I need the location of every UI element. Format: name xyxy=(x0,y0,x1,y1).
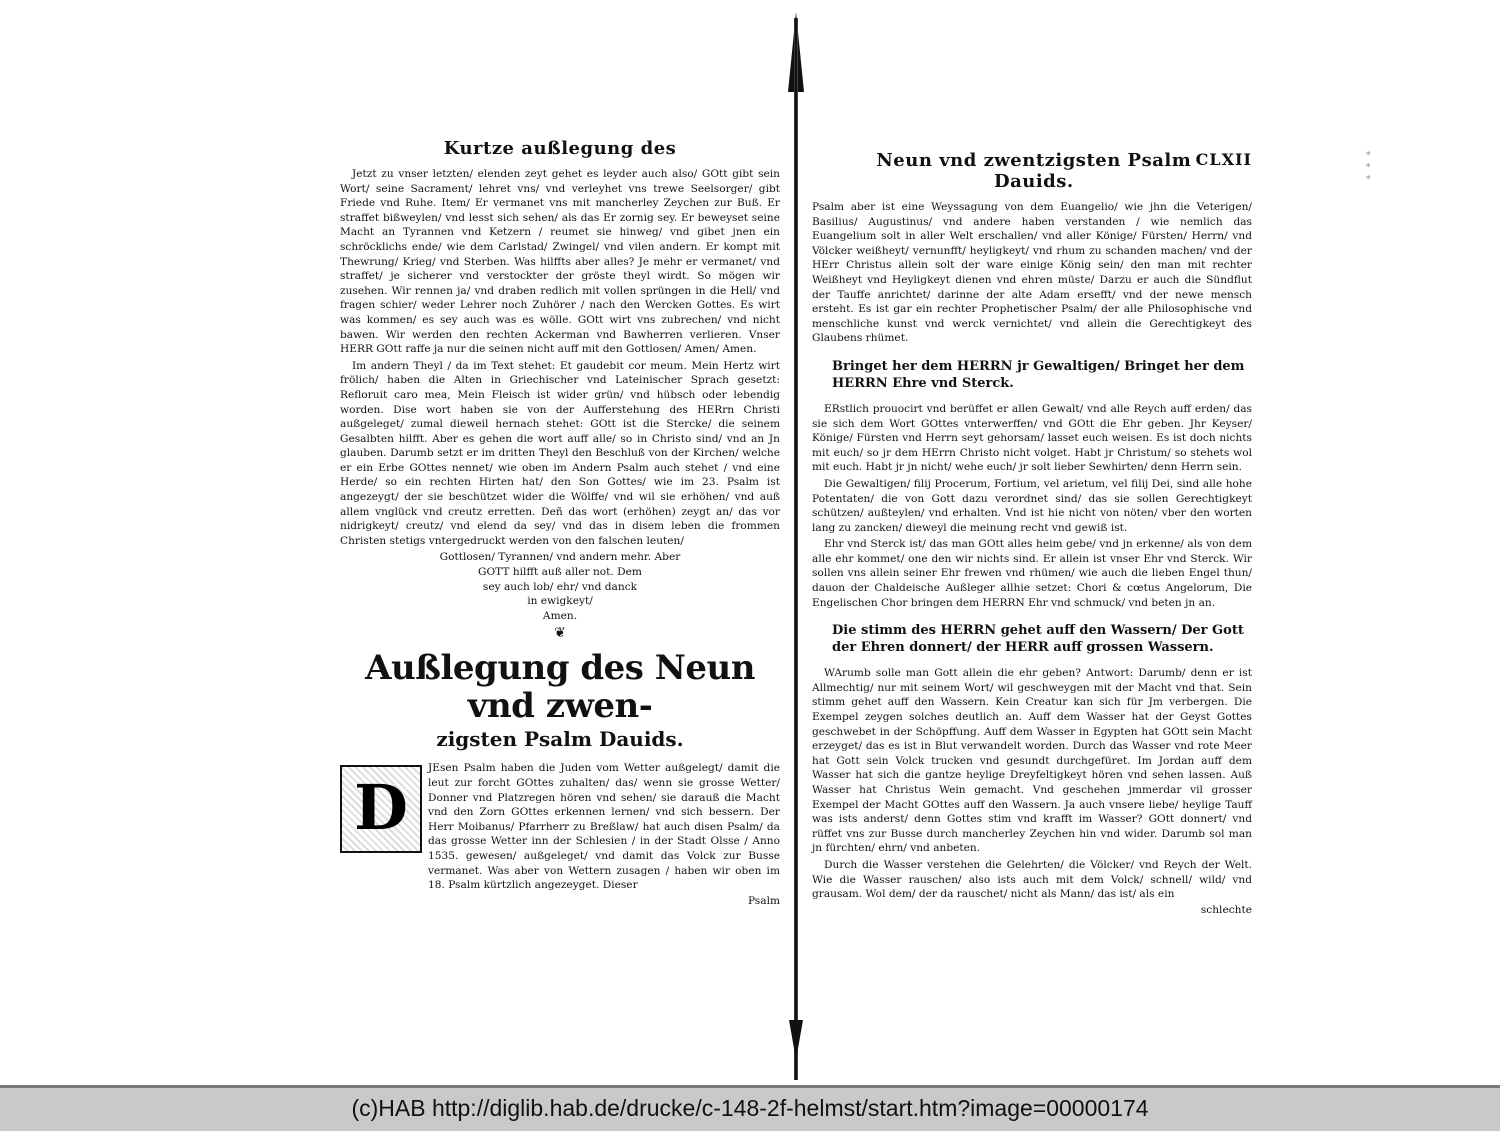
initial-letter: D xyxy=(354,771,408,845)
right-paragraph-6: Durch die Wasser verstehen die Gelehrten/ die Völcker/ vnd Reych der Welt. Wie die Wasser rauschen/ also ists auch mit dem Volck/ schnell/ wild/ vnd grausam. Wol dem/ der da rauschet/ nicht als Mann/ das ist/ als ein xyxy=(812,858,1252,901)
taper-line: Amen. xyxy=(542,609,578,622)
margin-marks xyxy=(1362,148,1374,184)
taper-line: in ewigkeyt/ xyxy=(527,595,593,608)
right-paragraph-2: ERstlich prouocirt vnd berüffet er allen Gewalt/ vnd alle Reych auff erden/ das sie sich dem Wort GOttes vnterwerffen/ vnd GOtt die Ehr geben. Jhr Keyser/ Könige/ Fürsten vnd Herrn seyt gehorsam/ lasset euch weisen. Es ist doch nichts mit euch/ so jr dem HErrn Christo nicht volget. Habt jr Christum/ so stehets wol mit euch. Habt jr jn nicht/ wehe euch/ jr solt lieber Sewhirten/ denn Herrn sein. xyxy=(812,402,1252,474)
book-gutter xyxy=(794,18,798,1080)
section-title: Außlegung des Neun vnd zwen- xyxy=(365,648,755,727)
intro-paragraph: JEsen Psalm haben die Juden vom Wetter außgelegt/ damit die leut zur forcht GOttes zuhalten/ das/ wenn sie grosse Wetter/ Donner vnd Platzregen hören vnd sehen/ sie darauß die Macht vnd den Zorn GOttes erkennen lernen/ vnd sich bessern. Der Herr Moibanus/ Pfarrherr zu Breßlaw/ hat auch disen Psalm/ da das grosse Wetter inn der Schlesien / in der Stadt Olsse / Anno 1535. gewesen/ außgeleget/ vnd damit das Volck zur Busse vermanet. Was aber von Wettern zusagen / haben wir oben im 18. Psalm kürtzlich angezeyget. Dieser xyxy=(428,762,780,892)
intro-block xyxy=(340,761,780,894)
taper-line: sey auch lob/ ehr/ vnd danck xyxy=(482,580,638,593)
credit-text: (c)HAB http://diglib.hab.de/drucke/c-148-2f-helmst/start.htm?image=00000174 xyxy=(351,1094,1149,1121)
fleuron-ornament-icon: ❦ xyxy=(554,625,566,642)
left-catchword: Psalm xyxy=(747,894,780,907)
right-page xyxy=(812,150,1252,916)
taper-line: GOTT hilfft auß aller not. Dem xyxy=(478,566,642,579)
right-catchword: schlechte xyxy=(1200,903,1252,916)
section-subtitle: zigsten Psalm Dauids. xyxy=(436,727,684,752)
decorated-initial xyxy=(340,765,422,853)
left-paragraph-2: Im andern Theyl / da im Text stehet: Et gaudebit cor meum. Mein Hertz wirt frölich/ haben die Alten in Griechischer vnd Lateinischer Sprach gesetzt: Refloruit caro mea, Mein Fleisch ist wider grün/ vnd hübsch oder lebendig worden. Dise wort haben sie von der Aufferstehung des HERrn Christi außgeleget/ zumal dieweil hernach stehet: GOtt ist die Stercke/ die seinem Gesalbten hilfft. Aber es gehen die wort auff alle/ so in Christo sind/ vnd an Jn glauben. Darumb setzt er im dritten Theyl den Beschluß von der Kirchen/ welche er ein Erbe GOttes nennet/ wie oben im Andern Psalm auch stehet / vnd eine Herde/ so ein rechten Hirten hat/ den Son Gottes/ wie im 23. Psalm ist angezeygt/ der sie beschützet wider die Wölffe/ vnd wil sie erhöhen/ vnd auß allem vnglück vnd creutz erretten. Deñ das wort (erhöhen) zeygt an/ das vor nidrigkeyt/ creutz/ vnd elend da sey/ vnd das in disem leben die frommen Christen stetigs vntergedruckt werden von den falschen leuten/ xyxy=(340,359,780,547)
closing-taper xyxy=(340,550,780,623)
verse-heading-2: Die stimm des HERRN gehet auff den Wassern/ Der Gott der Ehren donnert/ der HERR auff grossen Wassern. xyxy=(832,623,1244,656)
right-running-head xyxy=(812,150,1252,192)
left-page xyxy=(340,138,780,907)
right-paragraph-4: Ehr vnd Sterck ist/ das man GOtt alles heim gebe/ vnd jn erkenne/ als von dem alle ehr kommet/ one den wir nichts sind. Er allein ist vnser Ehr vnd Sterck. Wir sollen vns allein seiner Ehr frewen vnd rhümen/ wie auch die lieben Engel thun/ dauon der Chaldeische Außleger allhie setzet: Chori & cœtus Angelorum, Die Engelischen Chor bringen dem HERRN Ehr vnd schmuck/ vnd beten jn an. xyxy=(812,538,1252,609)
right-paragraph-3: Die Gewaltigen/ filij Procerum, Fortium, vel arietum, vel filij Dei, sind alle hohe Potentaten/ die von Gott dazu verordnet sind/ das sie sollen Gerechtigkeyt schützen/ außteylen/ vnd erhalten. Vnd ist hie nicht von nöten/ vber den worten lang zu zancken/ dieweyl die meinung recht vnd gewiß ist. xyxy=(812,477,1252,534)
left-paragraph-1: Jetzt zu vnser letzten/ elenden zeyt gehet es leyder auch also/ GOtt gibt sein Wort/ seine Sacrament/ lehret vns/ vnd verleyhet vns trewe Seelsorger/ gibt Friede vnd Ruhe. Item/ Er vermanet vns mit mancherley Zeychen zur Buß. Er straffet bißweylen/ vnd lesst sich sehen/ als das Er zornig sey. Er beweyset seine Macht an Tyrannen vnd Ketzern / reumet sie hinweg/ vnd gibet jnen ein schröcklichs ende/ wie dem Carlstad/ Zwingel/ vnd vilen andern. Er kompt mit Thewrung/ Krieg/ vnd Sterben. Was hilffts aber alles? Je mehr er vermanet/ vnd straffet/ je sicherer vnd verstockter der gröste theyl wirdt. So mögen wir zusehen. Wir rennen ja/ vnd draben redlich mit vollen sprüngen in die Hell/ vnd fragen schier/ weder Lehrer noch Zuhörer / nach den Wercken Gottes. Es wirt was kommen/ es sey auch was es wölle. GOtt wirt vns zubrechen/ vnd nicht bawen. Wir werden den rechten Ackerman vnd Bawherren verlieren. Vnser HERR GOtt raffe ja nur die seinen nicht auff mit den Gottlosen/ Amen/ Amen. xyxy=(340,168,780,356)
credit-footer xyxy=(0,1085,1500,1131)
margin-mark: ∗ xyxy=(1364,161,1372,171)
margin-mark: ∗ xyxy=(1364,149,1372,159)
verse-heading-1: Bringet her dem HERRN jr Gewaltigen/ Bringet her dem HERRN Ehre vnd Sterck. xyxy=(832,358,1245,391)
right-paragraph-1: Psalm aber ist eine Weyssagung von dem Euangelio/ wie jhn die Veterigen/ Basilius/ Augustinus/ vnd andere haben verstanden / wie nemlich das Euangelium solt in aller Welt erschallen/ vnd aller Könige/ Fürsten/ Herrn/ vnd Völcker weißheyt/ vernunfft/ heyligkeyt/ vnd rhum zu schanden machen/ vnd der HErr Christus allein solt der ware einige König sein/ den man mit rechter Weißheyt vnd Heyligkeyt dienen vnd ehren müste/ Darzu er auch die Sündflut der Tauffe anrichtet/ darinne der alte Adam ersefft/ vnd der newe mensch ersteht. Es ist gar ein rechter Prophetischer Psalm/ der alle Philosophische vnd menschliche kunst vnd werck vernichtet/ vnd allein die Gerechtigkeyt des Glaubens rhümet. xyxy=(812,201,1252,345)
margin-mark: ∗ xyxy=(1364,173,1372,183)
folio-number: CLXII xyxy=(1195,150,1252,169)
right-running-head-title: Neun vnd zwentzigsten Psalm Dauids. xyxy=(876,150,1192,192)
spine-bottom-ornament xyxy=(789,1020,803,1060)
right-paragraph-5: WArumb solle man Gott allein die ehr geben? Antwort: Darumb/ denn er ist Allmechtig/ nur mit seinem Wort/ wil geschweygen mit der Macht vnd that. Sein stimm gehet auff den Wassern. Kein Creatur kan sich für Jm verbergen. Die Exempel zeygen solches deutlich an. Auff dem Wasser hat der Geyst Gottes geschwebet in der Schöpffung. Auff dem Wasser in Egypten hat GOtt sein Macht erzeyget/ das es ist in Blut verwandelt worden. Durch das Wasser vnd rote Meer hat Gott sein Volck trucken vnd gesundt durchgefüret. Im Jordan auff dem Wasser hat sich die gantze heylige Dreyfeltigkeyt hören vnd sehen lassen. Auß Wasser hat Christus Wein gemacht. Vnd geschehen jmmerdar vil grosser Exempel der Macht GOttes auff den Wassern. Ja auch vnsere liebe/ heylige Tauff was ists anderst/ denn Gottes stim vnd krafft im Wasser? GOtt donnert/ vnd rüffet vns zur Busse durch mancherley Zeychen hin vnd wider. Darumb sol man jn fürchten/ ehrn/ vnd anbeten. xyxy=(812,667,1252,855)
taper-line: Gottlosen/ Tyrannen/ vnd andern mehr. Aber xyxy=(439,551,681,564)
left-running-head: Kurtze außlegung des xyxy=(443,138,677,159)
